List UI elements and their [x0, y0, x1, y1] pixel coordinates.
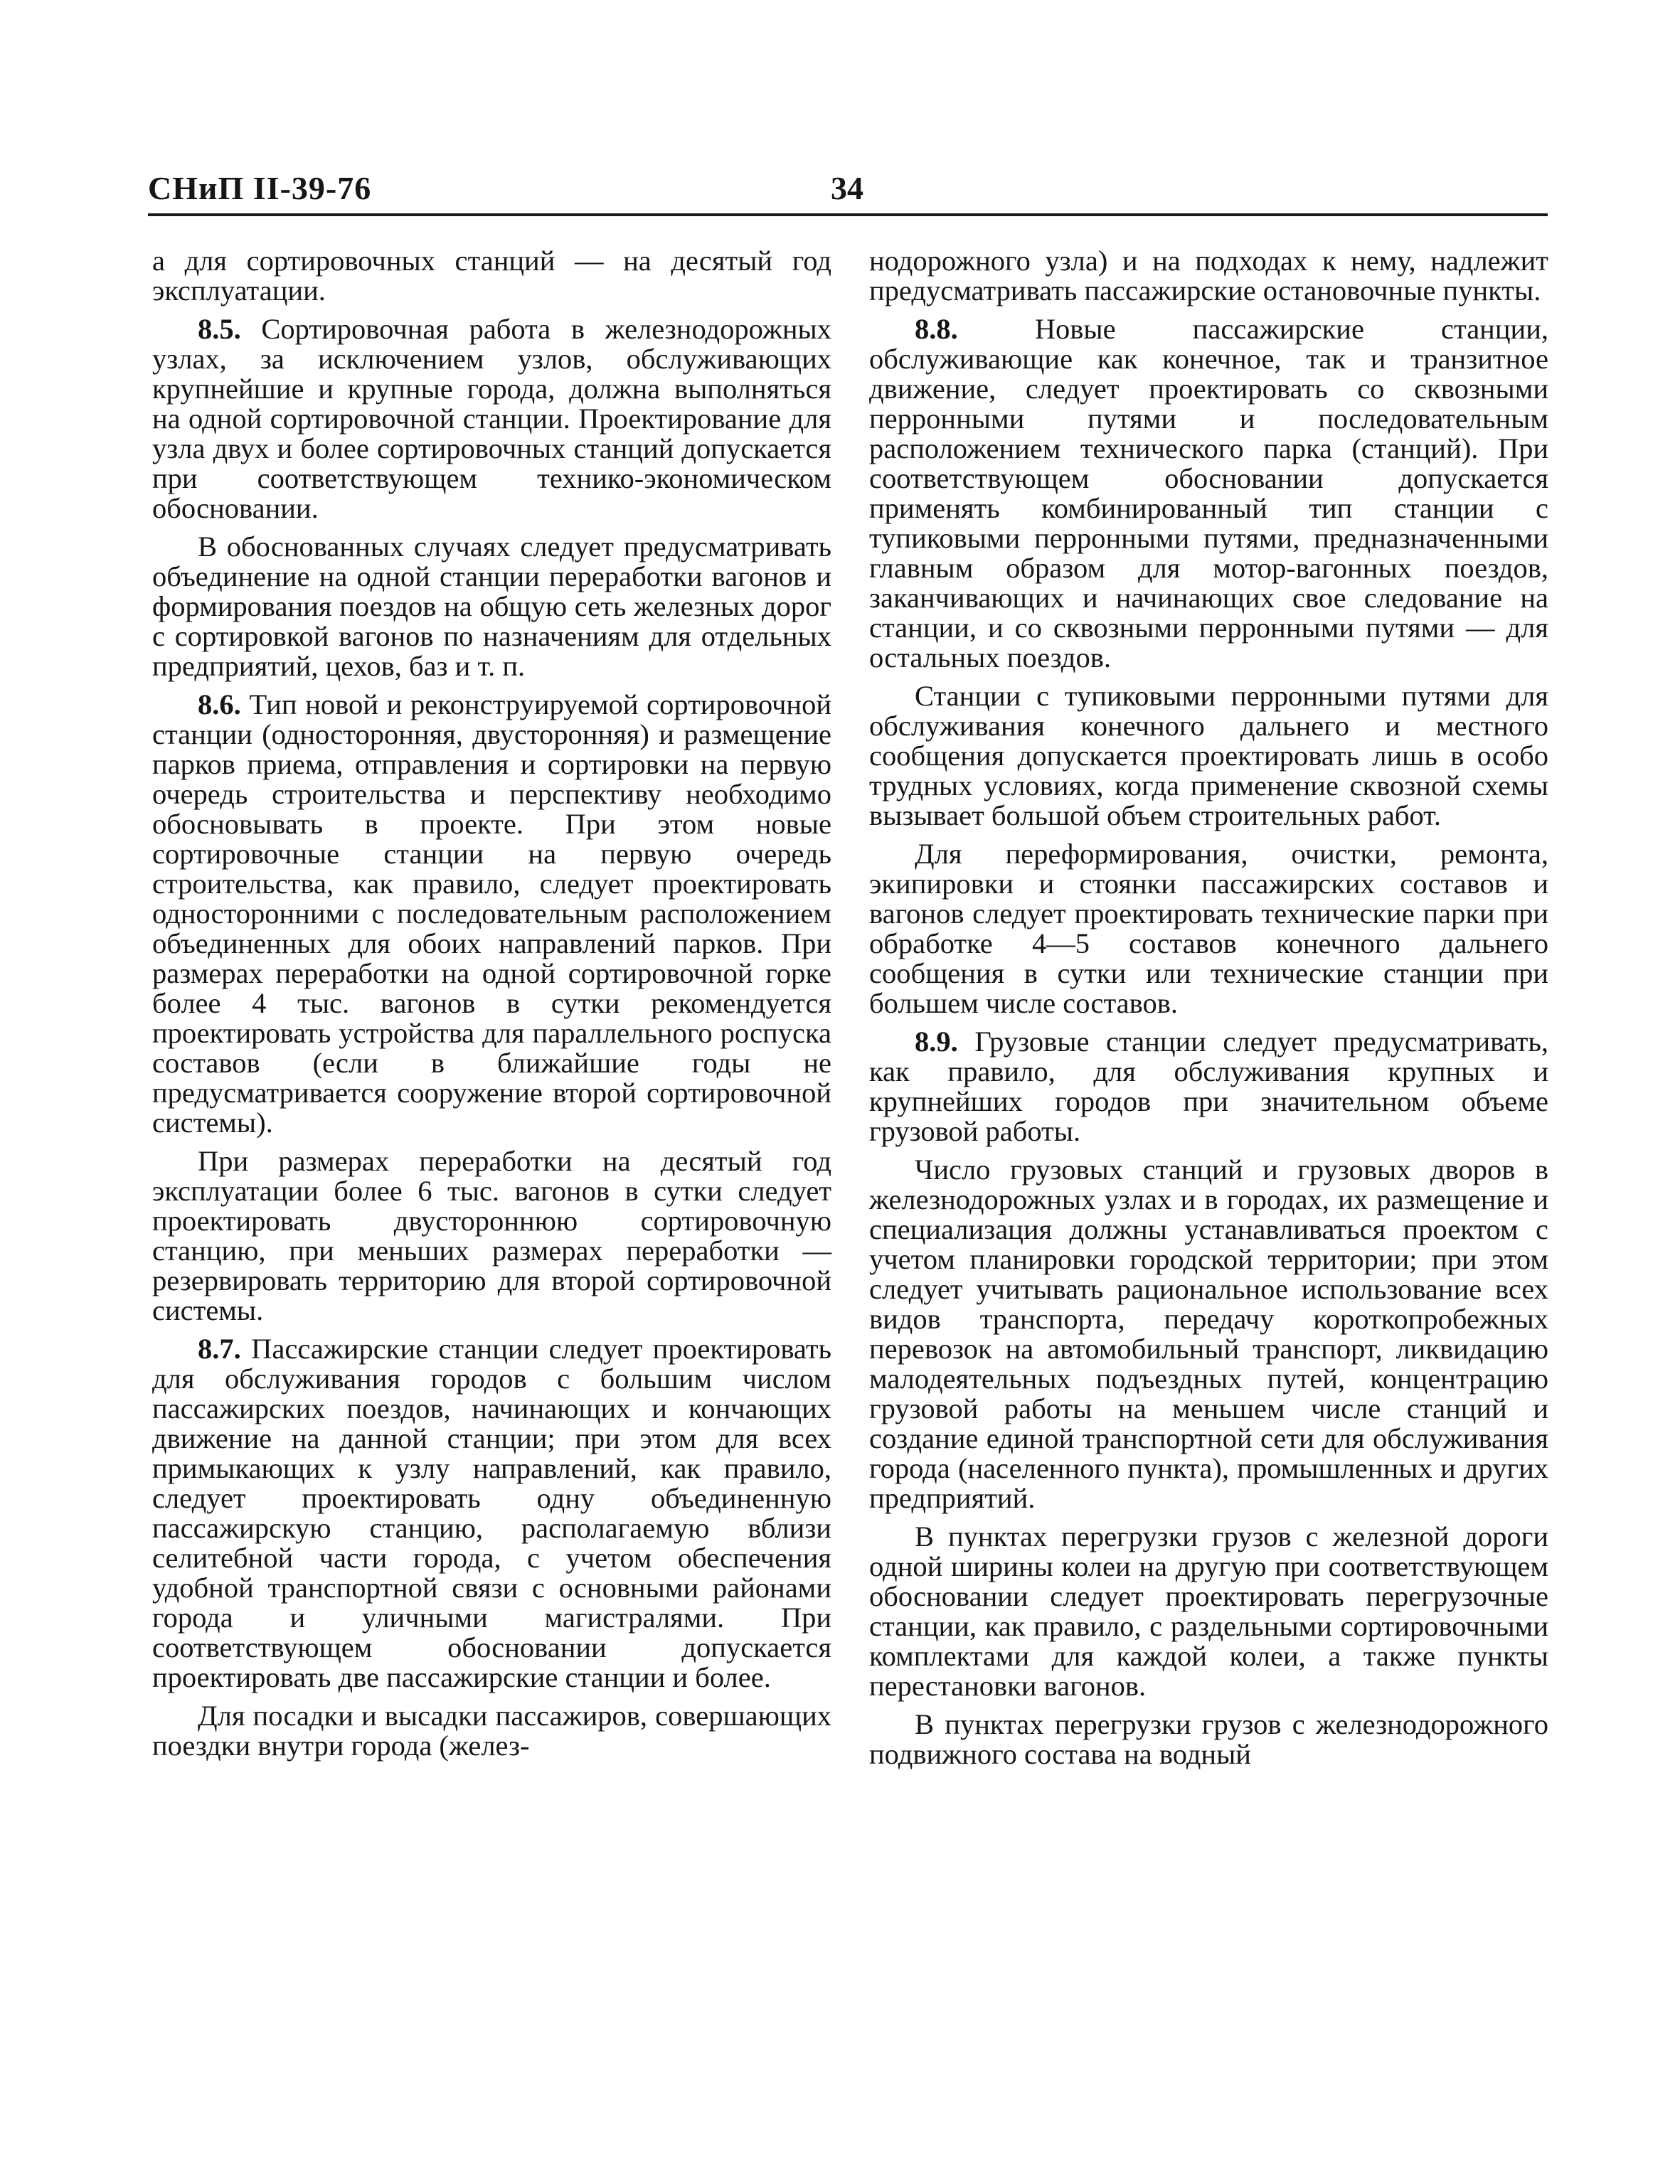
paragraph-text: Для переформирования, очистки, ремонта, экипировки и стоянки пассажирских составов и вагонов следует проектировать технические парки при обработке 4—5 составов конечного дальнего сообщения в сутки или технические станции при большем числе составов. — [869, 838, 1548, 1019]
paragraph-text: Новые пассажирские станции, обслуживающие как конечное, так и транзитное движение, следует проектировать со сквозными перронными путями и последовательным расположением технического парка (станций). При соответствующем обосновании допускается применять комбинированный тип станции с тупиковыми перронными путями, предназначенными главным образом для мотор-вагонных поездов, заканчивающих и начинающих свое следование на станции, и со сквозными перронными путями — для остальных поездов. — [869, 313, 1548, 673]
paragraph — [869, 1710, 1548, 1769]
paragraph — [869, 1522, 1548, 1701]
paragraph-text: Тип новой и реконструируемой сортировочной станции (односторонняя, двусторонняя) и размещение парков приема, отправления и сортировки на первую очередь строительства и перспективу необходимо обосновывать в проекте. При этом новые сортировочные станции на первую очередь строительства, как правило, следует проектировать односторонними с последовательным расположением объединенных для обоих направлений парков. При размерах переработки на одной сортировочной горке более 4 тыс. вагонов в сутки рекомендуется проектировать устройства для параллельного роспуска составов (если в ближайшие годы не предусматривается сооружение второй сортировочной системы). — [152, 688, 831, 1139]
header-rule — [148, 213, 1548, 216]
paragraph-text: Для посадки и высадки пассажиров, совершающих поездки внутри города (желез- — [152, 1700, 831, 1762]
paragraph-text: В обоснованных случаях следует предусматривать объединение на одной станции переработки вагонов и формирования поездов на общую сеть железных дорог с сортировкой вагонов по назначениям для отдельных предприятий, цехов, баз и т. п. — [152, 531, 831, 682]
paragraph-text: При размерах переработки на десятый год эксплуатации более 6 тыс. вагонов в сутки следует проектировать двустороннюю сортировочную станцию, при меньших размерах переработки — резервировать территорию для второй сортировочной системы. — [152, 1145, 831, 1326]
paragraph-text: Пассажирские станции следует проектировать для обслуживания городов с большим числом пассажирских поездов, начинающих и кончающих движение на данной станции; при этом для всех примыкающих к узлу направлений, как правило, следует проектировать одну объединенную пассажирскую станцию, располагаемую вблизи селитебной части города, с учетом обеспечения удобной транспортной связи с основными районами города и уличными магистралями. При соответствующем обосновании допускается проектировать две пассажирские станции и более. — [152, 1333, 832, 1693]
page-header — [148, 169, 1548, 213]
paragraph — [869, 1027, 1548, 1146]
paragraph-text: Сортировочная работа в железнодорожных узлах, за исключением узлов, обслуживающих крупнейшие и крупные города, должна выполняться на одной сортировочной станции. Проектирование для узла двух и более сортировочных станций допускается при соответствующем технико-экономическом обосновании. — [152, 313, 831, 524]
clause-number: 8.6. — [198, 688, 241, 720]
paragraph — [152, 246, 831, 306]
clause-number: 8.5. — [198, 313, 241, 345]
paragraph-text: В пунктах перегрузки грузов с железнодорожного подвижного состава на водный — [869, 1708, 1548, 1770]
paragraph — [152, 1334, 831, 1693]
clause-number: 8.8. — [915, 313, 958, 345]
right-column — [869, 246, 1548, 1778]
paragraph-text: Число грузовых станций и грузовых дворов в железнодорожных узлах и в городах, их размещение и специализация должны устанавливаться проектом с учетом планировки городской территории; при этом следует учитывать рациональное использование всех видов транспорта, передачу короткопробежных перевозок на автомобильный транспорт, ликвидацию малодеятельных подъездных путей, концентрацию грузовой работы на меньшем числе станций и создание единой транспортной сети для обслуживания города (населенного пункта), промышленных и других предприятий. — [869, 1154, 1548, 1514]
paragraph — [869, 681, 1548, 831]
paragraph-text: В пунктах перегрузки грузов с железной дороги одной ширины колеи на другую при соответствующем обосновании следует проектировать перегрузочные станции, как правило, с раздельными сортировочными комплектами для каждой колеи, а также пункты перестановки вагонов. — [869, 1520, 1548, 1702]
clause-number: 8.7. — [198, 1333, 241, 1365]
paragraph-text: а для сортировочных станций — на десятый год эксплуатации. — [152, 245, 831, 307]
paragraph — [869, 1155, 1548, 1513]
paragraph-text: Грузовые станции следует предусматривать, как правило, для обслуживания крупных и крупнейших городов при значительном объеме грузовой работы. — [869, 1026, 1548, 1147]
left-column — [152, 246, 831, 1769]
clause-number: 8.9. — [915, 1026, 958, 1058]
page-number: 34 — [831, 170, 863, 206]
paragraph — [152, 532, 831, 681]
paragraph-text: нодорожного узла) и на подходах к нему, надлежит предусматривать пассажирские остановочные пункты. — [869, 245, 1548, 307]
paragraph — [152, 690, 831, 1138]
paragraph — [152, 314, 831, 523]
paragraph-text: Станции с тупиковыми перронными путями для обслуживания конечного дальнего и местного сообщения допускается проектировать лишь в особо трудных условиях, когда применение сквозной схемы вызывает большой объем строительных работ. — [869, 680, 1548, 831]
paragraph — [869, 246, 1548, 306]
document-code: СНиП II-39-76 — [148, 170, 372, 206]
paragraph — [152, 1146, 831, 1326]
paragraph — [869, 314, 1548, 673]
paragraph — [869, 839, 1548, 1018]
paragraph — [152, 1701, 831, 1761]
